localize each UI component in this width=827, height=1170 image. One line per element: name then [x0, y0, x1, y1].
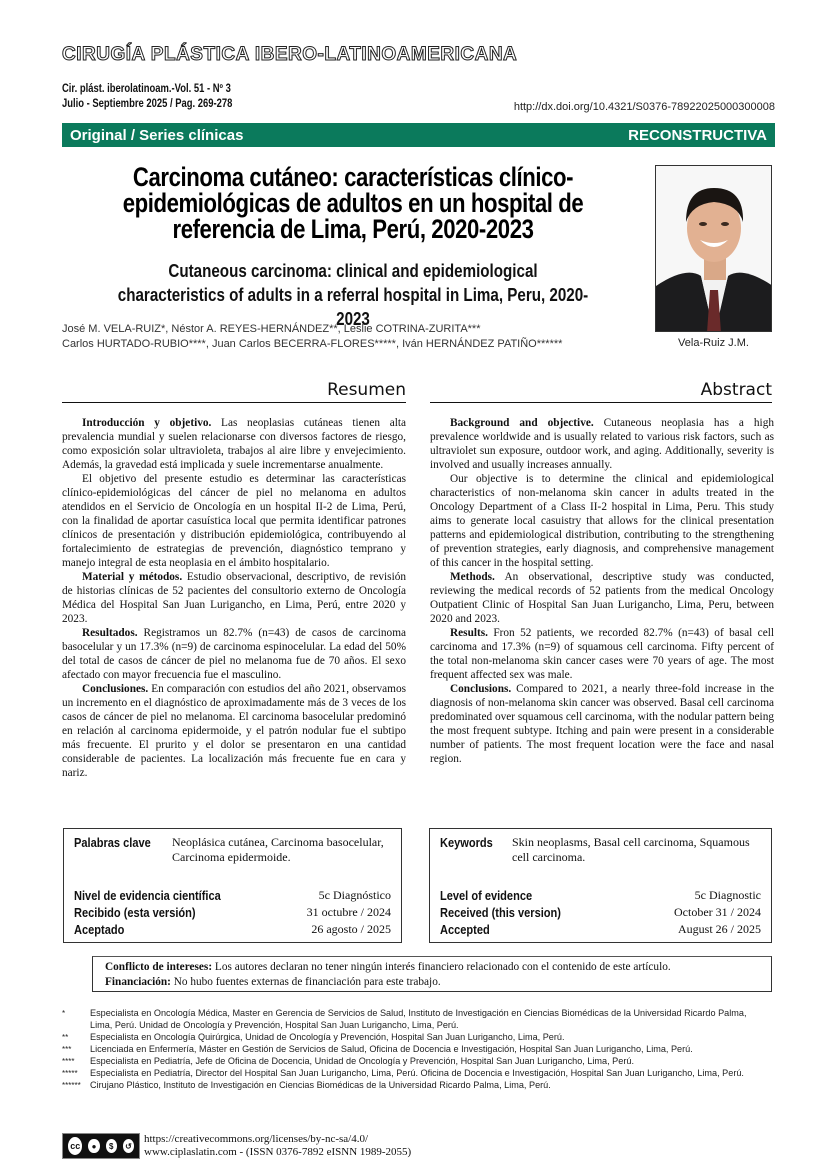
- resumen-results: [62, 626, 406, 682]
- evidence-row: [74, 887, 391, 904]
- by-icon: ●: [86, 1137, 101, 1155]
- cc-icon: cc: [66, 1135, 84, 1157]
- evidence-label: Level of evidence: [440, 888, 533, 903]
- evidence-label: Nivel de evidencia científica: [74, 888, 221, 903]
- keywords-label: Keywords: [440, 835, 493, 850]
- results-text: Registramos un 82.7% (n=43) de casos de carcinoma basocelular y un 17.3% (n=9) de carcinoma espinocelular. La edad del 50% del total de casos de cáncer de piel no melanoma fue de 70 años. El sexo afectado con mayor frecuencia fue el masculino.: [62, 627, 406, 681]
- disclosures-box: [92, 956, 772, 992]
- site-issn[interactable]: www.ciplaslatin.com - (ISSN 0376-7892 eISNN 1989-2055): [144, 1146, 412, 1158]
- authors-line-2: Carlos HURTADO-RUBIO****, Juan Carlos BECERRA-FLORES*****, Iván HERNÁNDEZ PATIÑO******: [62, 338, 563, 350]
- methods-label: Material y métodos.: [82, 571, 183, 583]
- footnote-text: Especialista en Pediatría, Jefe de Oficina de Docencia, Unidad de Oncología y Prevención, Hospital San Juan Lurigancho, Lima, Perú.: [90, 1056, 634, 1067]
- evidence-row: [440, 887, 761, 904]
- footnote-text: Cirujano Plástico, Instituto de Investigación en Ciencias Biomédicas de la Universidad Ricardo Palma, Lima, Perú.: [90, 1080, 551, 1091]
- accepted-label: Aceptado: [74, 922, 125, 937]
- section-bar: [62, 123, 775, 147]
- creative-commons-badge-icon[interactable]: [62, 1133, 140, 1159]
- conclusions-text: En comparación con estudios del año 2021, observamos un incremento en el diagnóstico de aproximadamente más de 3 veces de los casos de cáncer de piel no melanoma. El carcinoma basocelular predominó en relación al carcinoma epidermoide, y el patrón nodular fue el subtipo más frecuente. El prurito y el dolor se presentaron en una cantidad considerable de pacientes. La localización más frecuente fue en cara y nariz.: [62, 683, 406, 779]
- keywords-box-spanish: [63, 828, 402, 943]
- methods-text: An observational, descriptive study was conducted, reviewing the medical records of 52 patients from the medical Oncology Outpatient Clinic of Hospital San Juan Lurigancho, Lima, Peru, between 2020 and 2023.: [430, 571, 774, 625]
- received-row: [74, 904, 391, 921]
- footnote: [62, 1032, 774, 1044]
- intro-text: Las neoplasias cutáneas tienen alta prevalencia mundial y suelen relacionarse con diversos factores de riesgo, como exposición solar ultravioleta, trabajos al aire libre y envejecimiento. Además, la gravedad está implicada y suele incrementarse anualmente.: [62, 417, 406, 471]
- resumen-objective: El objetivo del presente estudio es determinar las características clínico-epidemiológicas del cáncer de piel no melanoma en adultos atendidos en el Servicio de Oncología en un hospital II-2 de Lima, Perú, con la finalidad de aportar casuística local que permita identificar patrones clínicos de presentación y distribución epidemiológica, contribuyendo al fortalecimiento de estrategias de prevención, diagnóstico temprano y manejo integral de esta neoplasia en el ámbito hospitalario.: [62, 473, 406, 569]
- resumen-heading: Resumen: [62, 380, 406, 403]
- accepted-value: 26 agosto / 2025: [311, 922, 391, 936]
- received-value: 31 octubre / 2024: [306, 905, 391, 919]
- results-label: Resultados.: [82, 627, 138, 639]
- evidence-value: 5c Diagnóstico: [318, 888, 391, 902]
- results-label: Results.: [450, 627, 488, 639]
- abstract-background: [430, 416, 774, 472]
- abstract-body: [430, 416, 774, 766]
- coi-label: Conflicto de intereses:: [105, 961, 213, 973]
- abstract-heading: Abstract: [430, 380, 772, 403]
- footnote-mark: ****: [62, 1057, 75, 1066]
- keywords-box-english: [429, 828, 772, 943]
- citation-pages: Julio - Septiembre 2025 / Pag. 269-278: [62, 98, 233, 110]
- citation: [62, 82, 232, 112]
- footnote: [62, 1056, 774, 1068]
- keywords-text: Skin neoplasms, Basal cell carcinoma, Squamous cell carcinoma.: [512, 835, 750, 864]
- author-photo: [655, 165, 772, 332]
- keywords-label: Palabras clave: [74, 835, 151, 850]
- specialty-label: RECONSTRUCTIVA: [628, 126, 767, 144]
- footnote: [62, 1068, 774, 1080]
- page-title-english: Cutaneous carcinoma: clinical and epidemiological characteristics of adults in a referral hospital in Lima, Peru, 2020-2023: [117, 260, 589, 329]
- results-text: Fron 52 patients, we recorded 82.7% (n=43) of basal cell carcinoma and 17.3% (n=9) of squamous cell carcinoma. Fifty percent of the total non-melanoma skin cancer cases were 70 years of age. The most frequent affected sex was male.: [430, 627, 774, 681]
- article-type-label: Original / Series clínicas: [70, 126, 244, 144]
- abstract-methods: [430, 570, 774, 626]
- footnote-text: Especialista en Oncología Quirúrgica, Unidad de Oncología y Prevención, Hospital San Juan Lurigancho, Lima, Perú.: [90, 1032, 565, 1043]
- accepted-value: August 26 / 2025: [677, 922, 761, 936]
- methods-label: Methods.: [450, 571, 495, 583]
- footnote: [62, 1080, 774, 1092]
- journal-title: CIRUGÍA PLÁSTICA IBERO-LATINOAMERICANA: [62, 44, 518, 65]
- keywords-text: Neoplásica cutánea, Carcinoma basocelular, Carcinoma epidermoide.: [172, 835, 384, 864]
- resumen-body: [62, 416, 406, 780]
- abstract-results: [430, 626, 774, 682]
- conclusions-text: Compared to 2021, a nearly three-fold increase in the diagnosis of non-melanoma skin cancer was observed. Basal cell carcinoma predominated over squamous cell carcinoma, with the nodular pattern being the most frequent subtype. Itching and pain were present in a considerable number of patients. The most frequent location were the face and nasal region.: [430, 683, 774, 765]
- license-block: [62, 1133, 411, 1159]
- page-title: Carcinoma cutáneo: características clínico-epidemiológicas de adultos en un hospital de referencia de Lima, Perú, 2020-2023: [122, 162, 584, 244]
- background-text: Cutaneous neoplasia has a high prevalence worldwide and is usually related to various risk factors, such as ultraviolet sun exposure, outdoor work, and aging. Additionally, severity is involved and usually increases annually.: [430, 417, 774, 471]
- footnote-mark: ***: [62, 1045, 72, 1054]
- footnote-mark: *****: [62, 1069, 78, 1078]
- footnote-mark: *: [62, 1009, 66, 1018]
- sa-icon: ↺: [121, 1137, 136, 1155]
- nc-icon: $: [104, 1137, 119, 1155]
- affiliation-footnotes: [62, 1008, 774, 1092]
- footnote-text: Especialista en Pediatría, Director del Hospital San Juan Lurigancho, Lima, Perú. Oficina de Docencia e Investigación, Hospital San Juan Lurigancho, Lima, Perú.: [90, 1068, 744, 1079]
- citation-volume: Cir. plást. iberolatinoam.-Vol. 51 - Nº 3: [62, 83, 231, 95]
- doi-link[interactable]: http://dx.doi.org/10.4321/S0376-78922025000300008: [513, 101, 775, 113]
- funding-label: Financiación:: [105, 976, 171, 988]
- footnote-text: Especialista en Oncología Médica, Master en Gerencia de Servicios de Salud, Instituto de Investigación en Ciencias Biomédicas de la Universidad Ricardo Palma, Lima, Perú. Unidad de Oncología y Prevención, Hospital San Juan Lurigancho, Lima, Perú.: [90, 1008, 747, 1031]
- photo-caption: Vela-Ruiz J.M.: [678, 337, 749, 349]
- resumen-intro: [62, 416, 406, 472]
- funding-text: No hubo fuentes externas de financiación para este trabajo.: [170, 976, 441, 988]
- conclusions-label: Conclusions.: [450, 683, 512, 695]
- accepted-label: Accepted: [440, 922, 490, 937]
- author-portrait-icon: [656, 166, 772, 332]
- background-label: Background and objective.: [450, 417, 594, 429]
- evidence-value: 5c Diagnostic: [694, 888, 761, 902]
- conclusions-label: Conclusiones.: [82, 683, 149, 695]
- funding: [105, 975, 759, 990]
- intro-label: Introducción y objetivo.: [82, 417, 212, 429]
- received-value: October 31 / 2024: [674, 905, 761, 919]
- received-label: Recibido (esta versión): [74, 905, 196, 920]
- footnote-mark: **: [62, 1033, 69, 1042]
- footnote-text: Licenciada en Enfermería, Máster en Gestión de Servicios de Salud, Oficina de Docencia e Investigación, Hospital San Juan Lurigancho, Lima, Perú.: [90, 1044, 693, 1055]
- license-url[interactable]: https://creativecommons.org/licenses/by-nc-sa/4.0/: [144, 1133, 369, 1145]
- resumen-conclusions: [62, 682, 406, 780]
- accepted-row: [74, 921, 391, 938]
- footnote: [62, 1008, 774, 1032]
- footnote-mark: ******: [62, 1081, 81, 1090]
- abstract-objective: Our objective is to determine the clinical and epidemiological characteristics of non-melanoma skin cancer in adults treated in the Oncology Department of a Class II-2 hospital in Lima, Peru. This study aims to generate local casuistry that allows for the clinical presentation patterns and epidemiological distribution, contributing to the strengthening of prevention strategies, early diagnosis, and comprehensive management of this cancer in the hospital setting.: [430, 473, 774, 569]
- resumen-methods: [62, 570, 406, 626]
- authors-line-1: José M. VELA-RUIZ*, Néstor A. REYES-HERNÁNDEZ**, Leslie COTRINA-ZURITA***: [62, 323, 481, 335]
- accepted-row: [440, 921, 761, 938]
- conflict-of-interest: [105, 960, 759, 975]
- footnote: [62, 1044, 774, 1056]
- coi-text: Los autores declaran no tener ningún interés financiero relacionado con el contenido de este artículo.: [212, 961, 671, 973]
- author-list: [62, 322, 642, 352]
- received-label: Received (this version): [440, 905, 561, 920]
- abstract-conclusions: [430, 682, 774, 766]
- methods-text: Estudio observacional, descriptivo, de revisión de historias clínicas de 52 pacientes del consultorio externo de Oncología Médica del Hospital San Juan Lurigancho, en Lima, Perú, entre 2020 y 2023.: [62, 571, 407, 625]
- received-row: [440, 904, 761, 921]
